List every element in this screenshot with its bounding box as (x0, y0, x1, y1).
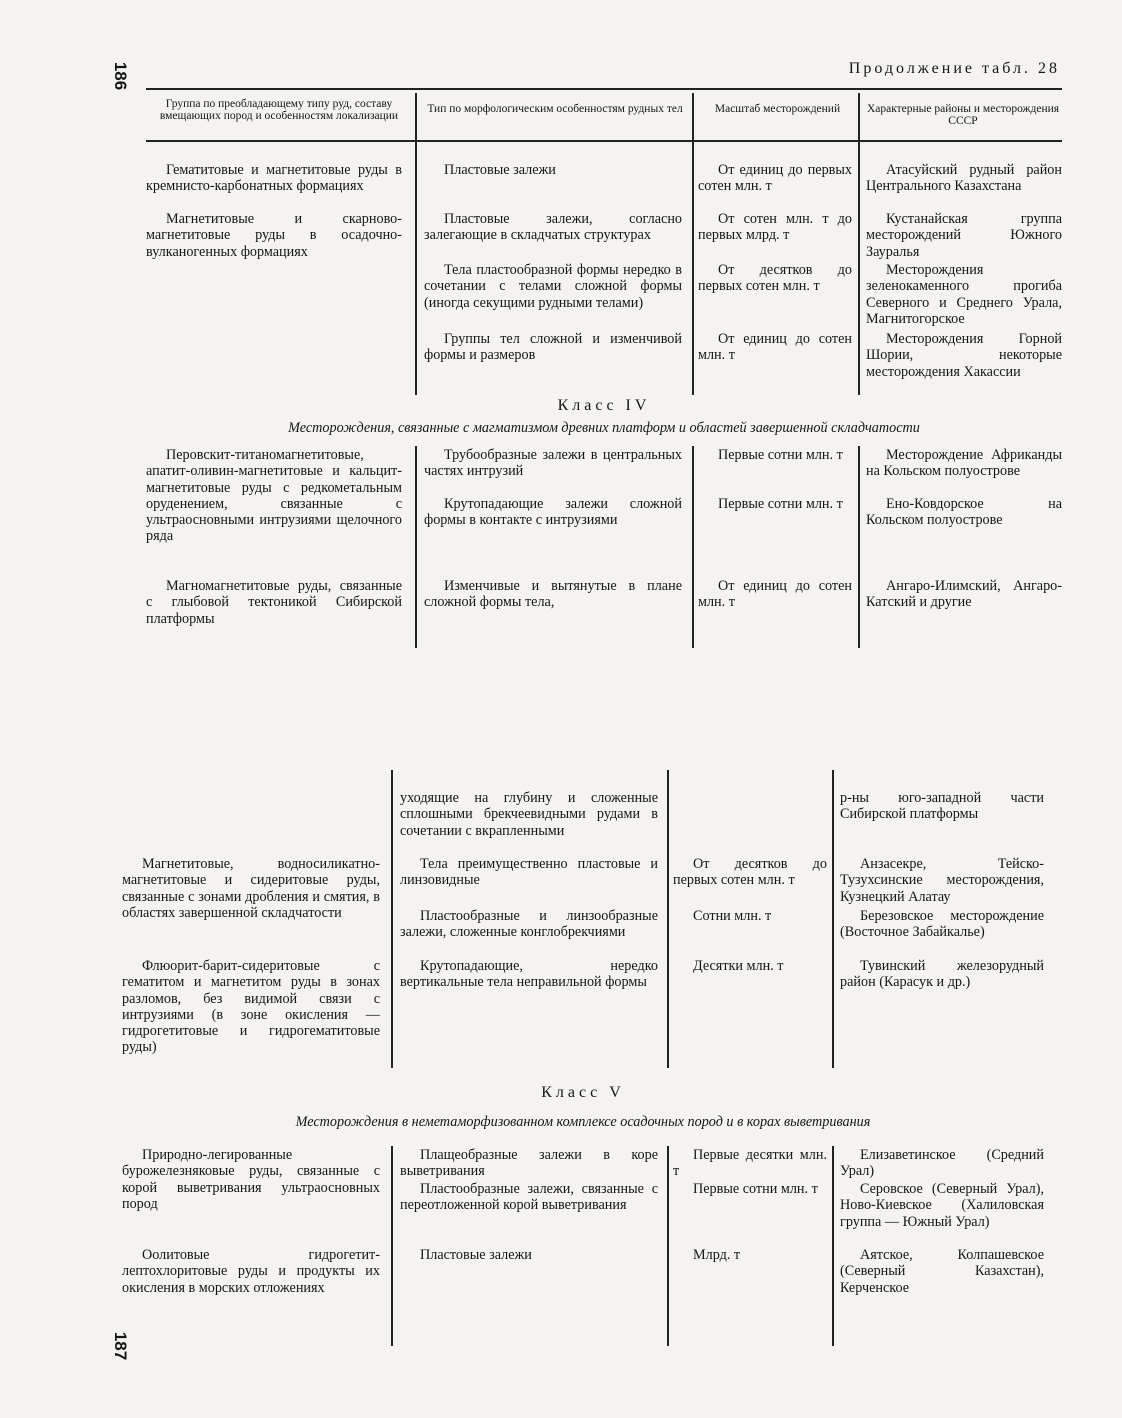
type-cell: уходящие на глубину и сложенные сплошными брекчеевидными рудами в сочетании с вкрапленными (400, 790, 658, 839)
type-cell: Тела преимущественно пластовые и линзовидные (400, 856, 658, 889)
group-cell: Магномагнетитовые руды, связанные с глыбовой тектоникой Сибирской платформы (146, 578, 402, 627)
region-cell: Ено-Ковдорское на Кольском полуострове (866, 496, 1062, 529)
scale-cell: Млрд. т (693, 1247, 741, 1263)
region-cell: Атасуйский рудный район Центрального Казахстана (866, 162, 1062, 195)
col-separator (391, 1146, 393, 1346)
scale-cell: Десятки млн. т (693, 958, 784, 974)
type-cell: Пластообразные и линзообразные залежи, сложенные конглобрекчиями (400, 908, 658, 941)
type-cell: Крутопадающие залежи сложной формы в контакте с интрузиями (424, 496, 682, 529)
type-cell: Изменчивые и вытянутые в плане сложной формы тела, (424, 578, 682, 611)
header-col-group: Группа по преобладающему типу руд, составу вмещающих пород и особенностям локализации (159, 98, 399, 122)
header-col-scale: Масштаб месторождений (714, 103, 841, 115)
header-bottom-rule (146, 140, 1062, 142)
group-cell: Перовскит-титаномагнетитовые, апатит-оливин-магнетитовые и кальцит-магнетитовые руды с редкометальным оруденением, связанные с ультраосновными интрузиями щелочного ряда (146, 447, 402, 545)
group-cell: Магнетитовые и скарново-магнетитовые руды в осадочно-вулканогенных формациях (146, 211, 402, 260)
region-cell: Тувинский железорудный район (Карасук и др.) (840, 958, 1044, 991)
region-cell: Аятское, Колпашевское (Северный Казахстан), Керченское (840, 1247, 1044, 1296)
type-cell: Пластовые залежи, согласно залегающие в складчатых структурах (424, 211, 682, 244)
col-separator (858, 93, 860, 395)
group-cell: Флюорит-барит-сидеритовые с гематитом и магнетитом руды в зонах разломов, без видимой связи с интрузиями (в зоне окисления — гидрогетитовые и гидрогематитовые руды) (122, 958, 380, 1056)
table-continuation-label: Продолжение табл. 28 (848, 60, 1060, 77)
group-cell: Магнетитовые, водносиликатно-магнетитовые и сидеритовые руды, связанные с зонами дробления и смятия, в областях завершенной складчатости (122, 856, 380, 921)
region-cell: Месторождения Горной Шории, некоторые месторождения Хакассии (866, 331, 1062, 380)
scale-cell: От сотен млн. т до первых млрд. т (698, 211, 852, 244)
scale-cell: Первые сотни млн. т (718, 447, 843, 463)
col-separator (692, 93, 694, 395)
header-col-type: Тип по морфологическим особенностям рудных тел (427, 103, 683, 115)
region-cell: р-ны юго-западной части Сибирской платформы (840, 790, 1044, 823)
col-separator (667, 770, 669, 1068)
scale-cell: От десятков до первых сотен млн. т (698, 262, 852, 295)
region-cell: Кустанайская группа месторождений Южного Зауралья (866, 211, 1062, 260)
region-cell: Анзасекре, Тейско-Тузухсинские месторождения, Кузнецкий Алатау (840, 856, 1044, 905)
col-separator (692, 446, 694, 648)
type-cell: Пластовые залежи (444, 162, 556, 178)
class-v-title: Класс V (541, 1084, 625, 1101)
col-separator (667, 1146, 669, 1346)
scale-cell: От единиц до сотен млн. т (698, 331, 852, 364)
region-cell: Елизаветинское (Средний Урал) (840, 1147, 1044, 1180)
class-v-subtitle: Месторождения в неметаморфизованном комплексе осадочных пород и в корах выветривания (295, 1114, 871, 1130)
region-cell: Месторождение Африканды на Кольском полуострове (866, 447, 1062, 480)
region-cell: Березовское месторождение (Восточное Забайкалье) (840, 908, 1044, 941)
type-cell: Крутопадающие, нередко вертикальные тела неправильной формы (400, 958, 658, 991)
group-cell: Гематитовые и магнетитовые руды в кремнисто-карбонатных формациях (146, 162, 402, 195)
type-cell: Трубообразные залежи в центральных частях интрузий (424, 447, 682, 480)
scale-cell: От единиц до первых сотен млн. т (698, 162, 852, 195)
type-cell: Группы тел сложной и изменчивой формы и размеров (424, 331, 682, 364)
group-cell: Природно-легированные бурожелезняковые руды, связанные с корой выветривания ультраосновных пород (122, 1147, 380, 1212)
class-iv-subtitle: Месторождения, связанные с магматизмом древних платформ и областей завершенной складчатости (288, 420, 920, 436)
region-cell: Ангаро-Илимский, Ангаро-Катский и другие (866, 578, 1062, 611)
type-cell: Пластообразные залежи, связанные с переотложенной корой выветривания (400, 1181, 658, 1214)
group-cell: Оолитовые гидрогетит-лептохлоритовые руды и продукты их окисления в морских отложениях (122, 1247, 380, 1296)
page-number-bottom: 187 (111, 1331, 131, 1361)
col-separator (415, 93, 417, 395)
scale-cell: Первые десятки млн. т (673, 1147, 827, 1180)
type-cell: Пластовые залежи (420, 1247, 532, 1263)
col-separator (832, 770, 834, 1068)
col-separator (858, 446, 860, 648)
header-top-rule (146, 88, 1062, 90)
col-separator (832, 1146, 834, 1346)
region-cell: Серовское (Северный Урал), Ново-Киевское (Халиловская группа — Южный Урал) (840, 1181, 1044, 1230)
region-cell: Месторождения зеленокаменного прогиба Северного и Среднего Урала, Магнитогорское (866, 262, 1062, 327)
col-separator (415, 446, 417, 648)
scale-cell: От единиц до сотен млн. т (698, 578, 852, 611)
type-cell: Тела пластообразной формы нередко в сочетании с телами сложной формы (иногда секущими рудными телами) (424, 262, 682, 311)
scale-cell: Первые сотни млн. т (693, 1181, 818, 1197)
type-cell: Плащеобразные залежи в коре выветривания (400, 1147, 658, 1180)
class-iv-title: Класс IV (557, 397, 651, 414)
page-number-top: 186 (111, 61, 131, 91)
scale-cell: Сотни млн. т (693, 908, 772, 924)
scale-cell: От десятков до первых сотен млн. т (673, 856, 827, 889)
header-col-regions: Характерные районы и месторождения СССР (866, 103, 1060, 127)
col-separator (391, 770, 393, 1068)
scale-cell: Первые сотни млн. т (718, 496, 843, 512)
